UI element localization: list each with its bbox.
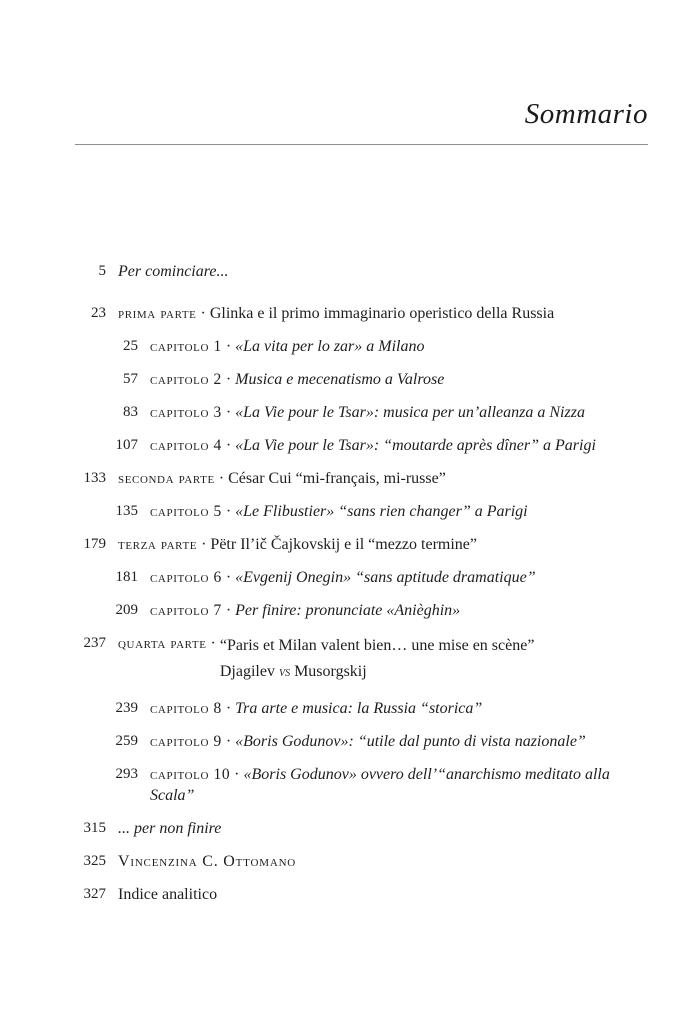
- separator-dot: ·: [197, 536, 211, 554]
- entry-label: prima parte: [118, 305, 197, 323]
- entry-text: [150, 501, 648, 522]
- entry-label: capitolo 1: [150, 338, 222, 356]
- page-number: 107: [115, 437, 138, 454]
- entry-title: «Le Flibustier» “sans rien changer” a Parigi: [235, 503, 528, 521]
- entry-label: capitolo 9: [150, 733, 222, 751]
- entry-title: «La vita per lo zar» a Milano: [235, 338, 425, 356]
- page-number: 259: [115, 733, 138, 750]
- separator-dot: ·: [221, 371, 236, 389]
- entry-label: seconda parte: [118, 470, 215, 488]
- toc-entry: [36, 731, 648, 752]
- toc-entry: [36, 261, 648, 282]
- page-number: 315: [83, 820, 106, 837]
- separator-dot: ·: [221, 437, 236, 455]
- entry-label: capitolo 2: [150, 371, 222, 389]
- page-number: 23: [91, 305, 106, 322]
- page-number: 181: [115, 569, 138, 586]
- entry-text: [150, 435, 648, 456]
- page-number: 293: [115, 766, 138, 783]
- toc-entry: [36, 336, 648, 357]
- entry-text: [118, 468, 648, 489]
- header-rule: [75, 144, 648, 145]
- page-number: 83: [123, 404, 138, 421]
- page-number: 179: [83, 536, 106, 553]
- toc-entry: [36, 402, 648, 423]
- entry-title: Pëtr Il’ič Čajkovskij e il “mezzo termine”: [210, 536, 477, 554]
- entry-text: [150, 698, 648, 719]
- toc-entry: [36, 633, 648, 686]
- entry-text: [150, 600, 648, 621]
- toc-entry: [36, 567, 648, 588]
- separator-dot: ·: [221, 700, 236, 718]
- entry-text: [118, 534, 648, 555]
- entry-label: capitolo 5: [150, 503, 222, 521]
- entry-label: capitolo 4: [150, 437, 222, 455]
- page-number: 135: [115, 503, 138, 520]
- page-number: 237: [83, 635, 106, 652]
- entry-label: capitolo 8: [150, 700, 222, 718]
- toc-entry: [36, 818, 648, 839]
- separator-dot: ·: [230, 766, 244, 784]
- entry-text: [150, 731, 648, 752]
- entry-title: Vincenzina C. Ottomano: [118, 853, 297, 871]
- entry-title: «Boris Godunov» ovvero dell’“anarchismo meditato alla Scala”: [150, 766, 610, 805]
- entry-title: [220, 633, 535, 686]
- entry-title-line1: “Paris et Milan valent bien… une mise en scène”: [219, 637, 535, 655]
- page-title: Sommario: [524, 98, 648, 130]
- entry-title: «La Vie pour le Tsar»: musica per un’alleanza a Nizza: [235, 404, 585, 422]
- entry-text: [118, 818, 648, 839]
- entry-label: capitolo 7: [150, 602, 222, 620]
- toc-entry: [36, 369, 648, 390]
- page-number: 133: [83, 470, 106, 487]
- entry-title: «La Vie pour le Tsar»: “moutarde après dîner” a Parigi: [235, 437, 596, 455]
- entry-text: [118, 261, 648, 282]
- toc-entry: [36, 600, 648, 621]
- entry-label: quarta parte: [118, 635, 207, 653]
- separator-dot: ·: [221, 404, 236, 422]
- entry-title: Per finire: pronunciate «Anièghin»: [235, 602, 461, 620]
- entry-title: «Evgenij Onegin» “sans aptitude dramatique”: [235, 569, 536, 587]
- entry-text: [150, 336, 648, 357]
- entry-title: Musica e mecenatismo a Valrose: [235, 371, 445, 389]
- page-number: 25: [123, 338, 138, 355]
- page-number: 239: [115, 700, 138, 717]
- separator-dot: ·: [221, 338, 236, 356]
- toc-entry: [36, 884, 648, 905]
- entry-text: [150, 764, 648, 806]
- entry-title: «Boris Godunov»: “utile dal punto di vista nazionale”: [235, 733, 586, 751]
- entry-label: capitolo 3: [150, 404, 222, 422]
- entry-text: [118, 884, 648, 905]
- entry-title: Indice analitico: [118, 886, 218, 904]
- separator-dot: ·: [221, 503, 236, 521]
- toc-entry: [36, 303, 648, 324]
- separator-dot: ·: [214, 470, 229, 488]
- entry-text: [150, 369, 648, 390]
- toc-entry: [36, 851, 648, 872]
- entry-title-line2-post: Musorgskij: [290, 663, 367, 681]
- separator-dot: ·: [196, 305, 210, 323]
- toc-entry: [36, 764, 648, 806]
- versus-label: vs: [278, 665, 291, 681]
- entry-title: ... per non finire: [118, 820, 222, 838]
- separator-dot: ·: [221, 733, 236, 751]
- toc-entry: [36, 534, 648, 555]
- entry-label: capitolo 10: [150, 766, 231, 784]
- toc-entry: [36, 468, 648, 489]
- entry-title: Glinka e il primo immaginario operistico della Russia: [209, 305, 555, 323]
- page-number: 57: [123, 371, 138, 388]
- entry-text: [150, 402, 648, 423]
- entry-label: capitolo 6: [150, 569, 222, 587]
- entry-title: Tra arte e musica: la Russia “storica”: [235, 700, 483, 718]
- toc-entry: [36, 501, 648, 522]
- separator-dot: ·: [206, 635, 220, 653]
- page-number: 327: [83, 886, 106, 903]
- page-number: 325: [83, 853, 106, 870]
- separator-dot: ·: [221, 602, 236, 620]
- entry-text: [118, 303, 648, 324]
- toc-list: [36, 261, 648, 905]
- toc-entry: [36, 435, 648, 456]
- entry-text: [150, 567, 648, 588]
- entry-title: Per cominciare...: [118, 263, 229, 281]
- entry-label: terza parte: [118, 536, 198, 554]
- entry-text: [118, 851, 648, 872]
- separator-dot: ·: [221, 569, 236, 587]
- entry-title-line2: Djagilev: [219, 663, 279, 681]
- page-number: 5: [98, 263, 106, 280]
- toc-entry: [36, 698, 648, 719]
- page-header: [36, 98, 648, 145]
- entry-title: César Cui “mi-français, mi-russe”: [228, 470, 446, 488]
- page-number: 209: [115, 602, 138, 619]
- entry-text: [118, 633, 648, 686]
